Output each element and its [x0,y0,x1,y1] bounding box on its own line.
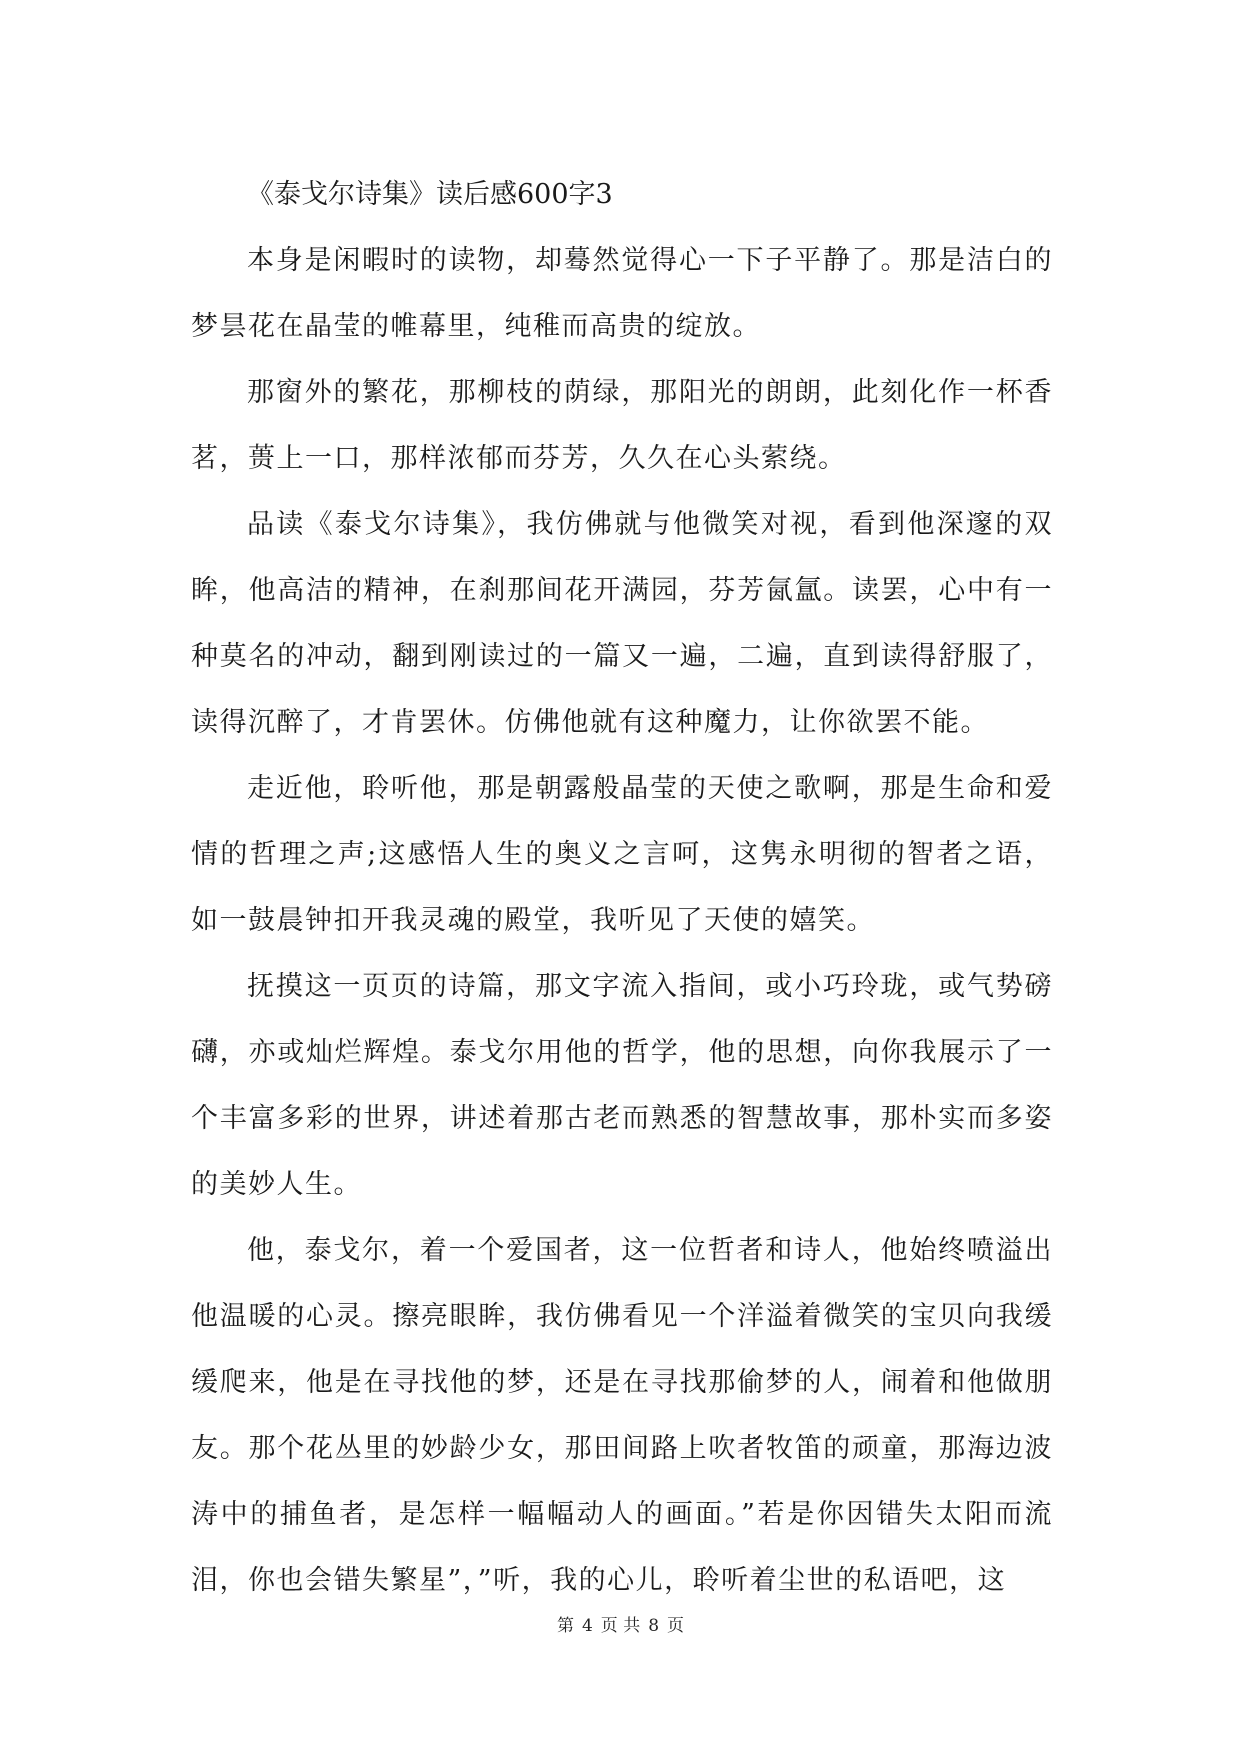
paragraph-4: 走近他，聆听他，那是朝露般晶莹的天使之歌啊，那是生命和爱情的哲理之声;这感悟人生的奥义之言呵，这隽永明彻的智者之语，如一鼓晨钟扣开我灵魂的殿堂，我听见了天使的嬉笑。 [191,773,1053,936]
document-title: 《泰戈尔诗集》读后感600字3 [247,179,613,210]
footer-prefix: 第 [556,1616,574,1636]
paragraph-1: 本身是闲暇时的读物，却蓦然觉得心一下子平静了。那是洁白的梦昙花在晶莹的帷幕里，纯稚而高贵的绽放。 [191,245,1053,342]
total-pages-number: 8 [648,1616,660,1636]
page-footer [0,1614,1241,1638]
footer-middle: 页 共 [600,1616,641,1636]
paragraph-6: 他，泰戈尔，着一个爱国者，这一位哲者和诗人，他始终喷溢出他温暖的心灵。擦亮眼眸，我仿佛看见一个洋溢着微笑的宝贝向我缓缓爬来，他是在寻找他的梦，还是在寻找那偷梦的人，闹着和他做朋友。那个花丛里的妙龄少女，那田间路上吹者牧笛的顽童，那海边波涛中的捕鱼者，是怎样一幅幅动人的画面。”若是你因错失太阳而流泪，你也会错失繁星”，”听，我的心儿，聆听着尘世的私语吧，这 [191,1235,1053,1596]
current-page-number: 4 [581,1616,593,1636]
footer-suffix: 页 [667,1616,685,1636]
document-body [191,162,1053,1614]
paragraph-3: 品读《泰戈尔诗集》，我仿佛就与他微笑对视，看到他深邃的双眸，他高洁的精神，在刹那间花开满园，芬芳氤氲。读罢，心中有一种莫名的冲动，翻到刚读过的一篇又一遍，二遍，直到读得舒服了，读得沉醉了，才肯罢休。仿佛他就有这种魔力，让你欲罢不能。 [191,509,1053,738]
paragraph-2: 那窗外的繁花，那柳枝的荫绿，那阳光的朗朗，此刻化作一杯香茗，蒉上一口，那样浓郁而芬芳，久久在心头萦绕。 [191,377,1053,474]
paragraph-5: 抚摸这一页页的诗篇，那文字流入指间，或小巧玲珑，或气势磅礴，亦或灿烂辉煌。泰戈尔用他的哲学，他的思想，向你我展示了一个丰富多彩的世界，讲述着那古老而熟悉的智慧故事，那朴实而多姿的美妙人生。 [191,971,1053,1200]
